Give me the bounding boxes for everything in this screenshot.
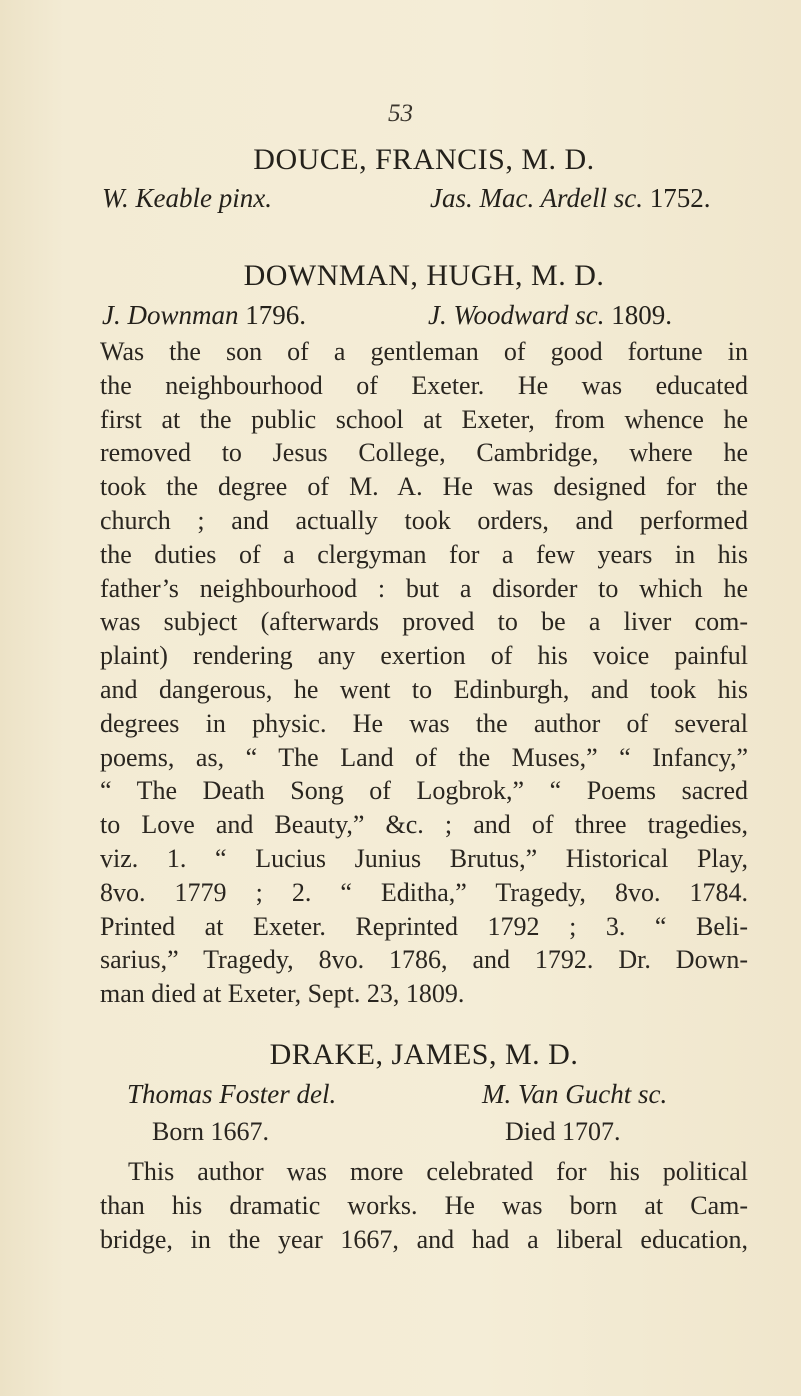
body-line: viz. 1. “ Lucius Junius Brutus,” Historical Play, — [100, 843, 748, 873]
body-line: and dangerous, he went to Edinburgh, and took his — [100, 674, 748, 704]
entry-heading-douce: DOUCE, FRANCIS, M. D. — [253, 143, 595, 176]
body-line: first at the public school at Exeter, from whence he — [100, 404, 748, 434]
engraver-credit-downman — [428, 300, 672, 331]
body-line: bridge, in the year 1667, and had a liberal education, — [100, 1224, 748, 1254]
painter-credit-downman — [102, 300, 306, 331]
engraver-year: 1809. — [611, 300, 673, 330]
body-line: plaint) rendering any exertion of his voice painful — [100, 641, 748, 671]
painter-credit-drake: Thomas Foster del. — [127, 1079, 337, 1109]
painter-credit-douce: W. Keable pinx. — [102, 183, 272, 213]
body-line: poems, as, “ The Land of the Muses,” “ Infancy,” — [100, 742, 748, 772]
engraver-credit-drake: M. Van Gucht sc. — [482, 1079, 668, 1109]
body-line: man died at Exeter, Sept. 23, 1809. — [100, 979, 465, 1009]
body-line: “ The Death Song of Logbrok,” “ Poems sacred — [100, 776, 748, 806]
painter-year: 1796. — [245, 300, 306, 330]
engraver-name: Jas. Mac. Ardell sc. — [430, 183, 643, 213]
body-line: removed to Jesus College, Cambridge, where he — [100, 438, 748, 468]
body-line: the duties of a clergyman for a few years in his — [100, 539, 748, 569]
page-number: 53 — [388, 100, 413, 127]
body-line: than his dramatic works. He was born at Cam- — [100, 1190, 748, 1220]
engraver-credit-douce — [430, 183, 710, 214]
body-line: took the degree of M. A. He was designed for the — [100, 472, 748, 502]
body-line: Was the son of a gentleman of good fortune in — [100, 337, 748, 366]
born-date: Born 1667. — [152, 1117, 269, 1146]
died-date: Died 1707. — [505, 1117, 621, 1146]
body-line: was subject (afterwards proved to be a liver com- — [100, 607, 748, 637]
entry-heading-drake: DRAKE, JAMES, M. D. — [269, 1038, 579, 1071]
body-line: father’s neighbourhood : but a disorder to which he — [100, 573, 748, 603]
entry-body-downman — [100, 335, 748, 1011]
body-line: 8vo. 1779 ; 2. “ Editha,” Tragedy, 8vo. 1784. — [100, 877, 748, 907]
painter-name: J. Downman — [102, 300, 239, 330]
body-line: Printed at Exeter. Reprinted 1792 ; 3. “ Beli- — [100, 911, 748, 941]
body-line: church ; and actually took orders, and performed — [100, 505, 748, 535]
body-line: This author was more celebrated for his political — [128, 1157, 748, 1186]
body-line: to Love and Beauty,” &c. ; and of three tragedies, — [100, 810, 748, 840]
body-line: the neighbourhood of Exeter. He was educated — [100, 370, 748, 400]
engraver-year: 1752. — [649, 183, 711, 213]
entry-body-drake — [100, 1155, 748, 1256]
body-line: sarius,” Tragedy, 8vo. 1786, and 1792. Dr. Down- — [100, 945, 748, 975]
engraver-name: J. Woodward sc. — [428, 300, 605, 330]
entry-heading-downman: DOWNMAN, HUGH, M. D. — [243, 259, 605, 292]
body-line: degrees in physic. He was the author of several — [100, 708, 748, 738]
